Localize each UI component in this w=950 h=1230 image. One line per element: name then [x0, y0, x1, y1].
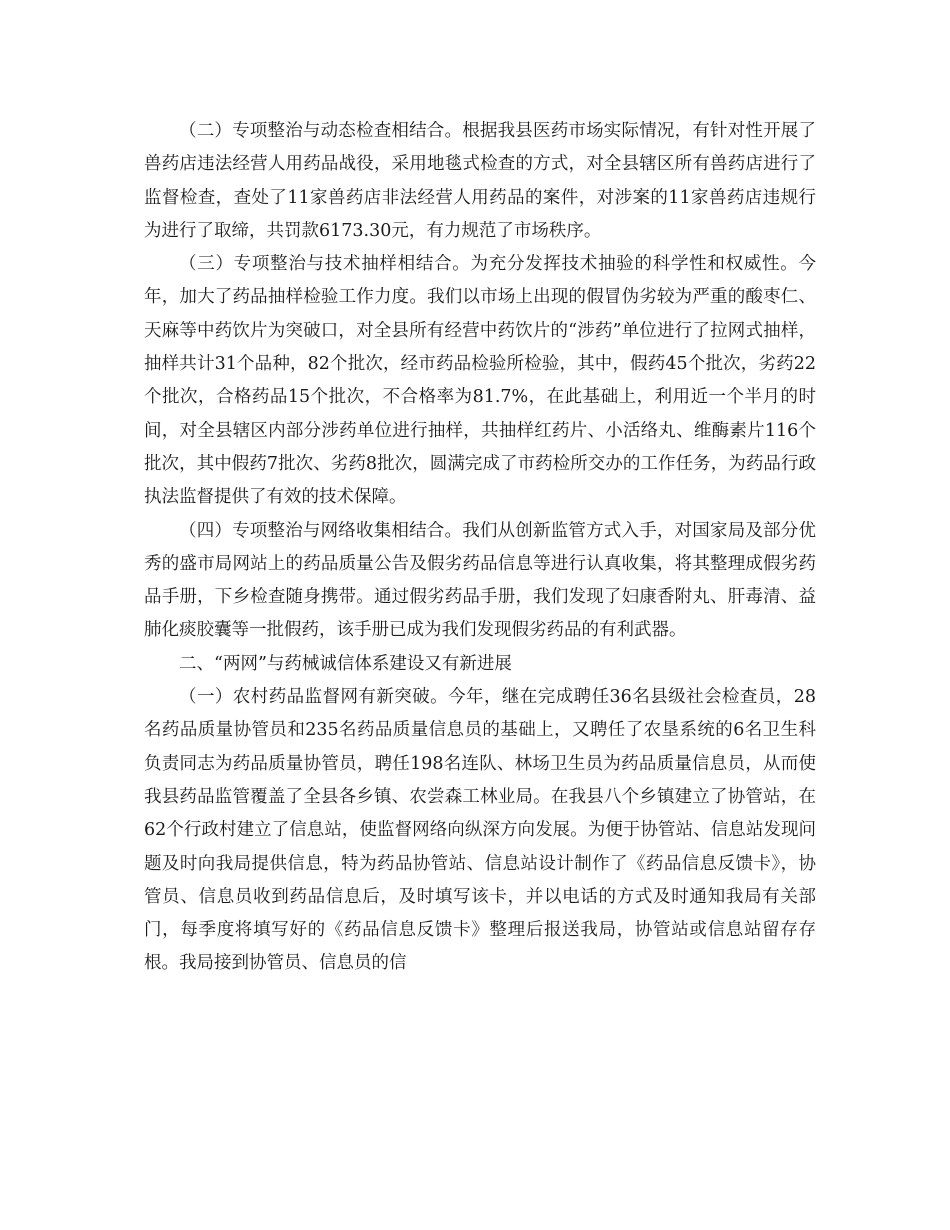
document-body [144, 115, 816, 981]
paragraph-rural-supervision-network: （一）农村药品监督网有新突破。今年，继在完成聘任36名县级社会检查员，28名药品质量协管员和235名药品质量信息员的基础上，又聘任了农垦系统的6名卫生科负责同志为药品质量协管员，聘任198名连队、林场卫生员为药品质量信息员，从而使我县药品监管覆盖了全县各乡镇、农尝森工林业局。在我县八个乡镇建立了协管站，在62个行政村建立了信息站，使监督网络向纵深方向发展。为便于协管站、信息站发现问题及时向我局提供信息，特为药品协管站、信息站设计制作了《药品信息反馈卡》，协管员、信息员收到药品信息后，及时填写该卡，并以电话的方式及时通知我局有关部门，每季度将填写好的《药品信息反馈卡》整理后报送我局，协管站或信息站留存存根。我局接到协管员、信息员的信 [144, 687, 816, 974]
paragraph-special-rectification-inspection: （二）专项整治与动态检查相结合。根据我县医药市场实际情况，有针对性开展了兽药店违法经营人用药品战役，采用地毯式检查的方式，对全县辖区所有兽药店进行了监督检查，查处了11家兽药店非法经营人用药品的案件，对涉案的11家兽药店违规行为进行了取缔，共罚款6173.30元，有力规范了市场秩序。 [144, 121, 816, 241]
paragraph-network-collection: （四）专项整治与网络收集相结合。我们从创新监管方式入手，对国家局及部分优秀的盛市局网站上的药品质量公告及假劣药品信息等进行认真收集，将其整理成假劣药品手册，下乡检查随身携带。通过假劣药品手册，我们发现了妇康香附丸、肝毒清、益肺化痰胶囊等一批假药，该手册已成为我们发现假劣药品的有利武器。 [144, 520, 816, 641]
section-heading-two-networks: 二、“两网”与药械诚信体系建设又有新进展 [179, 653, 512, 674]
paragraph-technical-sampling: （三）专项整治与技术抽样相结合。为充分发挥技术抽验的科学性和权威性。今年，加大了药品抽样检验工作力度。我们以市场上出现的假冒伪劣较为严重的酸枣仁、天麻等中药饮片为突破口，对全县所有经营中药饮片的“涉药”单位进行了拉网式抽样，抽样共计31个品种，82个批次，经市药品检验所检验，其中，假药45个批次，劣药22个批次，合格药品15个批次，不合格率为81.7%，在此基础上，利用近一个半月的时间，对全县辖区内部分涉药单位进行抽样，共抽样红药片、小活络丸、维酶素片116个批次，其中假药7批次、劣药8批次，圆满完成了市药检所交办的工作任务，为药品行政执法监督提供了有效的技术保障。 [144, 254, 816, 508]
